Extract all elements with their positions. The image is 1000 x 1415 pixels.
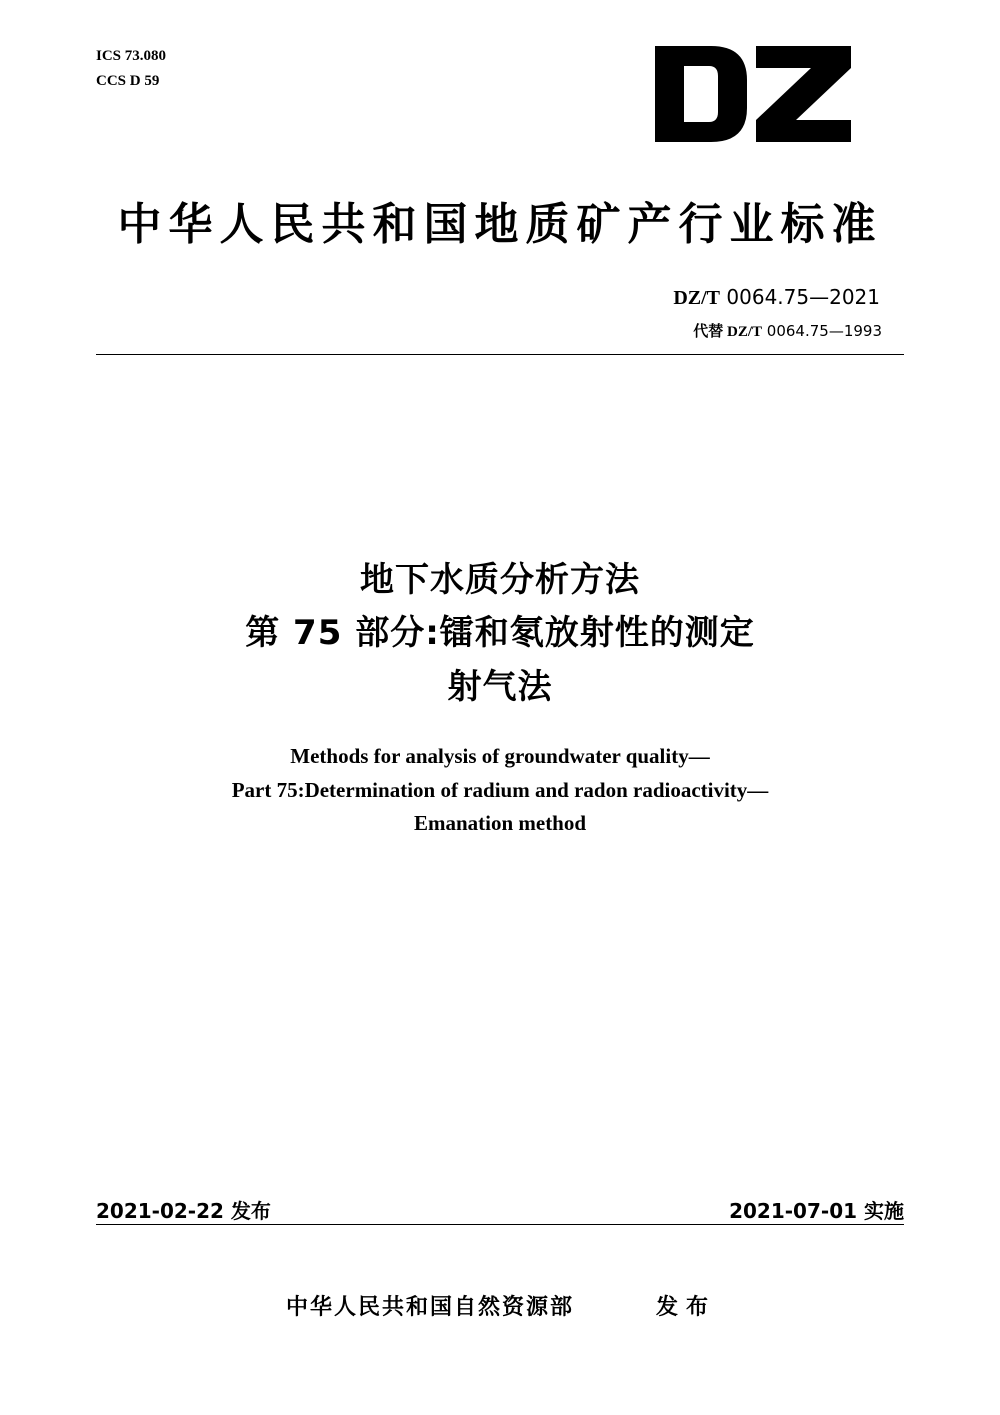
standard-number: [673, 285, 880, 310]
dz-logo: [655, 46, 851, 142]
standard-number-rest: 0064.75—2021: [720, 285, 880, 309]
standard-number-prefix: DZ/T: [673, 287, 721, 309]
publish-date: 2021-02-22 发布: [96, 1199, 271, 1223]
title-cn-line3: 射气法: [447, 667, 553, 707]
footer-divider: [96, 1224, 904, 1225]
header-divider: [96, 354, 904, 355]
title-en-line2: Part 75:Determination of radium and radon radioactivity—: [231, 778, 769, 802]
title-en-line1: Methods for analysis of groundwater quality—: [290, 744, 710, 768]
replaces-label: 代替: [693, 322, 724, 340]
issuing-authority: 中华人民共和国自然资源部: [286, 1295, 575, 1320]
classification-codes: [96, 44, 166, 94]
issue-label: 发布: [656, 1295, 717, 1320]
title-en-line3: Emanation method: [413, 811, 587, 835]
replaces-prefix-code: DZ/T: [723, 324, 763, 340]
title-cn-line2: 第 75 部分:镭和氡放射性的测定: [245, 613, 755, 653]
replaces-number: 0064.75—1993: [762, 322, 882, 340]
ccs-code: CCS D 59: [96, 73, 160, 89]
replaces-standard: [693, 320, 882, 341]
title-cn-line1: 地下水质分析方法: [360, 560, 640, 600]
implement-date: 2021-07-01 实施: [729, 1199, 904, 1223]
department-title: 中华人民共和国地质矿产行业标准: [117, 199, 883, 250]
ics-code: ICS 73.080: [96, 48, 167, 64]
